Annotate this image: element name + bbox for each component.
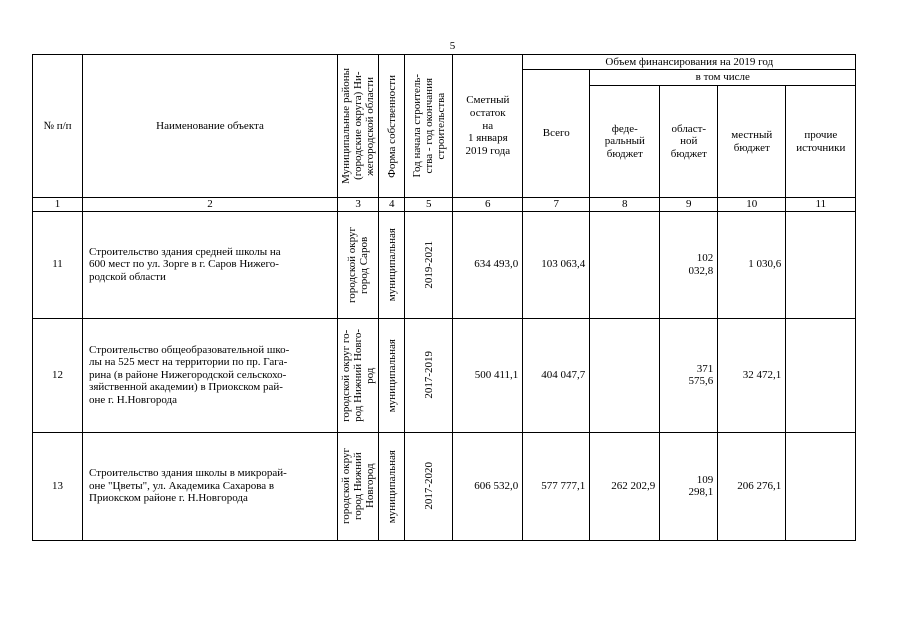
- row-num: 11: [33, 211, 83, 318]
- row-ownership: муниципальная: [379, 318, 405, 432]
- row-district: городской округ город Саров: [338, 211, 379, 318]
- header-federal: феде- ральный бюджет: [590, 86, 660, 198]
- header-local: местный бюджет: [718, 86, 786, 198]
- row-name: Строительство общеобразовательной шко- лы на 525 мест на территории по пр. Гага- рина (в районе Нижегородской сельскохо- зяйственной академии) в Приокском рай- оне г. Н.Новгорода: [83, 318, 338, 432]
- col-number: 6: [453, 198, 523, 212]
- row-local: 206 276,1: [718, 432, 786, 540]
- header-name: Наименование объекта: [83, 55, 338, 198]
- row-name: Строительство здания средней школы на 600 мест по ул. Зорге в г. Саров Нижего- родской области: [83, 211, 338, 318]
- row-district: городской округ город Нижний Новгород: [338, 432, 379, 540]
- col-number: 4: [379, 198, 405, 212]
- header-district: Муниципальные районы (городские округа) Ни- жегородской области: [338, 55, 379, 198]
- header-years: Год начала строитель- ства - год окончания строительства: [405, 55, 453, 198]
- document-table-wrapper: [32, 54, 856, 541]
- row-years: 2017-2020: [405, 432, 453, 540]
- col-number: 3: [338, 198, 379, 212]
- col-number: 9: [660, 198, 718, 212]
- row-total: 577 777,1: [523, 432, 590, 540]
- row-other: [786, 318, 856, 432]
- header-including: в том числе: [590, 70, 856, 86]
- header-num: № п/п: [33, 55, 83, 198]
- header-balance: Сметный остаток на 1 января 2019 года: [453, 55, 523, 198]
- row-years: 2017-2019: [405, 318, 453, 432]
- row-total: 103 063,4: [523, 211, 590, 318]
- col-number: 8: [590, 198, 660, 212]
- row-years: 2019-2021: [405, 211, 453, 318]
- row-num: 13: [33, 432, 83, 540]
- row-balance: 606 532,0: [453, 432, 523, 540]
- row-regional: 109 298,1: [660, 432, 718, 540]
- row-other: [786, 432, 856, 540]
- col-number: 2: [83, 198, 338, 212]
- table-row: [33, 432, 856, 540]
- table-row: [33, 211, 856, 318]
- col-number: 7: [523, 198, 590, 212]
- row-local: 32 472,1: [718, 318, 786, 432]
- col-number: 11: [786, 198, 856, 212]
- row-ownership: муниципальная: [379, 432, 405, 540]
- row-other: [786, 211, 856, 318]
- row-total: 404 047,7: [523, 318, 590, 432]
- row-federal: [590, 211, 660, 318]
- header-ownership: Форма собственности: [379, 55, 405, 198]
- row-regional: 371 575,6: [660, 318, 718, 432]
- col-number: 1: [33, 198, 83, 212]
- row-federal: [590, 318, 660, 432]
- col-number: 5: [405, 198, 453, 212]
- row-num: 12: [33, 318, 83, 432]
- row-local: 1 030,6: [718, 211, 786, 318]
- row-district: городской округ го- род Нижний Новго- род: [338, 318, 379, 432]
- col-number: 10: [718, 198, 786, 212]
- row-balance: 634 493,0: [453, 211, 523, 318]
- header-other: прочие источники: [786, 86, 856, 198]
- row-balance: 500 411,1: [453, 318, 523, 432]
- header-regional: област- ной бюджет: [660, 86, 718, 198]
- row-name: Строительство здания школы в микрорай- оне "Цветы", ул. Академика Сахарова в Приокском районе г. Н.Новгорода: [83, 432, 338, 540]
- row-regional: 102 032,8: [660, 211, 718, 318]
- row-ownership: муниципальная: [379, 211, 405, 318]
- header-total: Всего: [523, 70, 590, 198]
- column-number-row: [33, 198, 856, 212]
- financing-table: [32, 54, 856, 541]
- row-federal: 262 202,9: [590, 432, 660, 540]
- table-row: [33, 318, 856, 432]
- header-funding: Объем финансирования на 2019 год: [523, 55, 856, 70]
- page-number: 5: [449, 40, 456, 52]
